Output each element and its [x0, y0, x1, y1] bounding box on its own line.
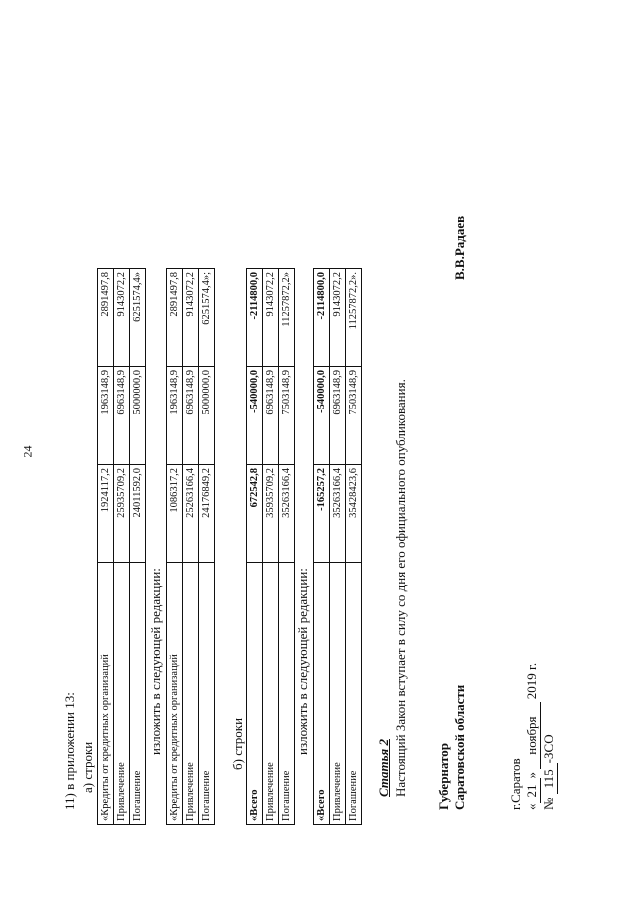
row-label: Привлечение	[330, 563, 346, 825]
cell-value: 2891497,8	[167, 269, 183, 367]
cell-value: 35428423,6	[346, 465, 362, 563]
page-number: 24	[20, 445, 35, 458]
cell-value: 11257872,2».	[346, 269, 362, 367]
cell-value: 24011592,0	[130, 465, 146, 563]
governor-name: В.В.Радаев	[452, 215, 467, 280]
cell-value: 9143072,2	[330, 269, 346, 367]
row-label: Привлечение	[114, 563, 130, 825]
cell-value: 6963148,9	[114, 367, 130, 465]
row-label: «Кредиты от кредитных организаций	[98, 563, 114, 825]
cell-value: 9143072,2	[183, 269, 199, 367]
row-label: Привлечение	[183, 563, 199, 825]
row-label: Погашение	[346, 563, 362, 825]
item-heading: 11) в приложении 13:	[62, 692, 77, 810]
cell-value: 24176849,2	[199, 465, 215, 563]
cell-value: 1924117,2	[98, 465, 114, 563]
cell-value: 7503148,9	[279, 367, 295, 465]
table-b-old	[246, 268, 295, 825]
cell-value: -2114800,0	[247, 269, 263, 367]
date-month: ноября	[524, 702, 541, 768]
date-year: 2019 г.	[524, 662, 539, 700]
cell-value: -540000,0	[314, 367, 330, 465]
table-row	[167, 269, 183, 825]
article-title: Статья 2	[376, 739, 391, 797]
cell-value: 2891497,8	[98, 269, 114, 367]
table-row	[247, 269, 263, 825]
cell-value: 1963148,9	[167, 367, 183, 465]
cell-value: 6251574,4»;	[199, 269, 215, 367]
cell-value: 25935709,2	[114, 465, 130, 563]
restate-b: изложить в следующей редакции:	[295, 568, 310, 755]
table-row	[330, 269, 346, 825]
table-b-new	[313, 268, 362, 825]
date-day: 21	[524, 779, 541, 804]
cell-value: 35263166,4	[330, 465, 346, 563]
restate-a: изложить в следующей редакции:	[148, 568, 163, 755]
city: г.Саратов	[508, 758, 523, 810]
cell-value: 9143072,2	[114, 269, 130, 367]
table-row	[346, 269, 362, 825]
row-label: «Кредиты от кредитных организаций	[167, 563, 183, 825]
row-label: Привлечение	[263, 563, 279, 825]
cell-value: 6963148,9	[263, 367, 279, 465]
cell-value: 25263166,4	[183, 465, 199, 563]
cell-value: -2114800,0	[314, 269, 330, 367]
article-text: Настоящий Закон вступает в силу со дня его официального опубликования.	[393, 379, 408, 797]
table-row	[114, 269, 130, 825]
table-row	[199, 269, 215, 825]
doc-number-label: №	[541, 797, 556, 810]
cell-value: 5000000,0	[199, 367, 215, 465]
cell-value: 6251574,4»	[130, 269, 146, 367]
subitem-b: б) строки	[230, 717, 245, 770]
row-label: Погашение	[199, 563, 215, 825]
table-row	[263, 269, 279, 825]
table-row	[183, 269, 199, 825]
table-row	[314, 269, 330, 825]
doc-number: 115	[541, 763, 558, 794]
table-row	[279, 269, 295, 825]
table-a-old	[97, 268, 146, 825]
cell-value: -540000,0	[247, 367, 263, 465]
table-row	[130, 269, 146, 825]
cell-value: 672542,8	[247, 465, 263, 563]
cell-value: 5000000,0	[130, 367, 146, 465]
cell-value: 35263166,4	[279, 465, 295, 563]
governor-title: Губернатор	[436, 742, 451, 810]
cell-value: 11257872,2»	[279, 269, 295, 367]
cell-value: 1963148,9	[98, 367, 114, 465]
cell-value: 35935709,2	[263, 465, 279, 563]
cell-value: 6963148,9	[183, 367, 199, 465]
row-label: «Всего	[247, 563, 263, 825]
doc-suffix: -ЗСО	[541, 734, 556, 764]
doc-number-line	[541, 734, 558, 810]
cell-value: 9143072,2	[263, 269, 279, 367]
signing-date: «21» ноября 2019 г.	[524, 662, 539, 810]
cell-value: 7503148,9	[346, 367, 362, 465]
table-row	[98, 269, 114, 825]
row-label: Погашение	[279, 563, 295, 825]
table-a-new	[166, 268, 215, 825]
row-label: Погашение	[130, 563, 146, 825]
row-label: «Всего	[314, 563, 330, 825]
governor-region: Саратовской области	[452, 684, 467, 810]
subitem-a: а) строки	[80, 741, 95, 793]
cell-value: 1086317,2	[167, 465, 183, 563]
cell-value: 6963148,9	[330, 367, 346, 465]
cell-value: -165257,2	[314, 465, 330, 563]
